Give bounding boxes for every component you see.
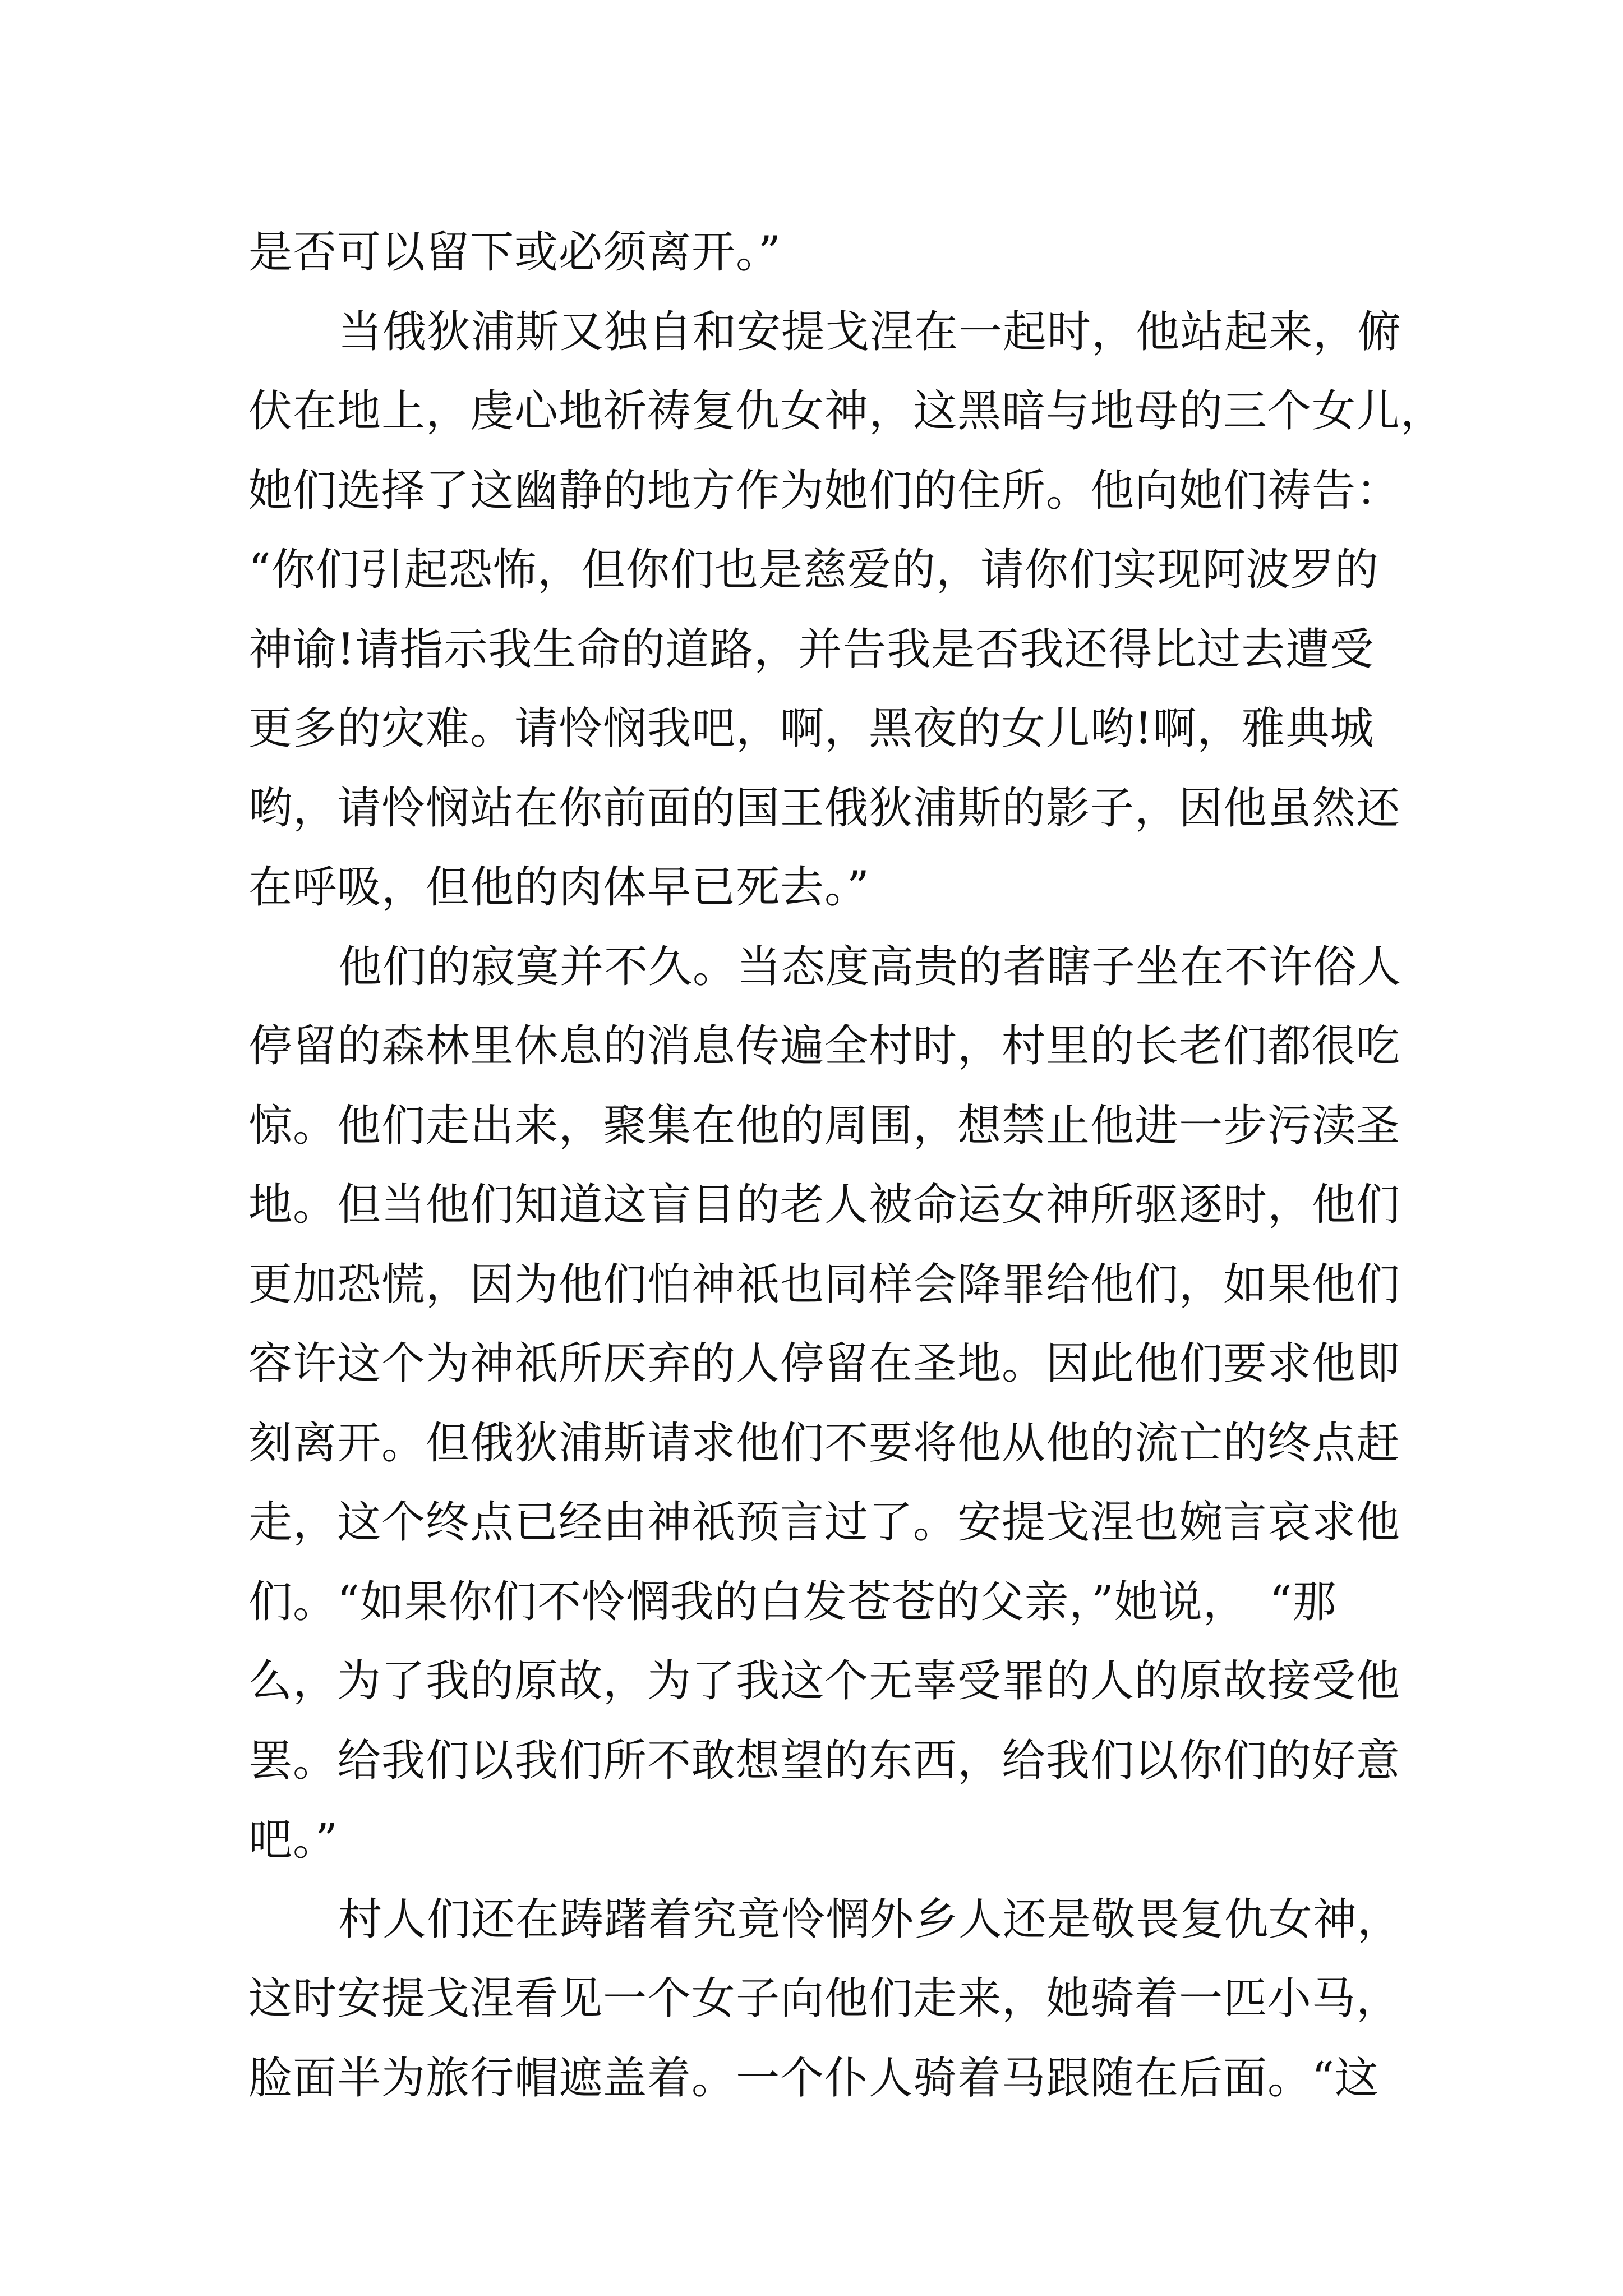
body-text xyxy=(248,213,1445,2118)
text-line: 神谕!请指示我生命的道路，并告我是否我还得比过去遭受 xyxy=(248,624,1375,675)
text-line: 们。“如果你们不怜惘我的白发苍苍的父亲，”她说， “那 xyxy=(248,1576,1337,1627)
text-line: 这时安提戈涅看见一个女子向他们走来，她骑着一匹小马， xyxy=(248,1973,1401,2024)
text-line: 村人们还在踌躇着究竟怜惘外乡人还是敬畏复仇女神， xyxy=(338,1894,1402,1945)
text-line: 她们选择了这幽静的地方作为她们的住所。他向她们祷告： xyxy=(248,465,1401,516)
text-line: 地。但当他们知道这盲目的老人被命运女神所驱逐时，他们 xyxy=(248,1180,1401,1230)
text-line: 容许这个为神祇所厌弃的人停留在圣地。因此他们要求他即 xyxy=(248,1338,1401,1389)
text-line: 当俄狄浦斯又独自和安提戈涅在一起时，他站起来，俯 xyxy=(338,306,1402,357)
text-line: 惊。他们走出来，聚集在他的周围，想禁止他进一步污渎圣 xyxy=(248,1100,1401,1151)
text-line: 哟，请怜悯站在你前面的国王俄狄浦斯的影子，因他虽然还 xyxy=(248,783,1401,834)
text-line: 更多的灾难。请怜悯我吧，啊，黑夜的女儿哟!啊，雅典城 xyxy=(248,703,1375,754)
text-line: 他们的寂寞并不久。当态度高贵的者瞎子坐在不许俗人 xyxy=(338,941,1402,992)
text-line: 么，为了我的原故，为了我这个无辜受罪的人的原故接受他 xyxy=(248,1656,1401,1706)
text-line: 走，这个终点已经由神祇预言过了。安提戈涅也婉言哀求他 xyxy=(248,1497,1401,1548)
text-line: 在呼吸，但他的肉体早已死去。” xyxy=(248,862,870,913)
text-line: 是否可以留下或必须离开。” xyxy=(248,227,781,278)
text-line: “你们引起恐怖，但你们也是慈爱的，请你们实现阿波罗的 xyxy=(248,545,1379,595)
text-line: 停留的森林里休息的消息传遍全村时，村里的长老们都很吃 xyxy=(248,1021,1401,1071)
text-line: 更加恐慌，因为他们怕神祇也同样会降罪给他们，如果他们 xyxy=(248,1259,1401,1310)
text-line: 吧。” xyxy=(248,1815,338,1865)
text-line: 伏在地上，虔心地祈祷复仇女神，这黑暗与地母的三个女儿， xyxy=(248,386,1445,436)
text-line: 脸面半为旅行帽遮盖着。一个仆人骑着马跟随在后面。“这 xyxy=(248,2053,1379,2104)
text-line: 刻离开。但俄狄浦斯请求他们不要将他从他的流亡的终点赶 xyxy=(248,1418,1401,1469)
text-line: 罢。给我们以我们所不敢想望的东西，给我们以你们的好意 xyxy=(248,1735,1401,1786)
